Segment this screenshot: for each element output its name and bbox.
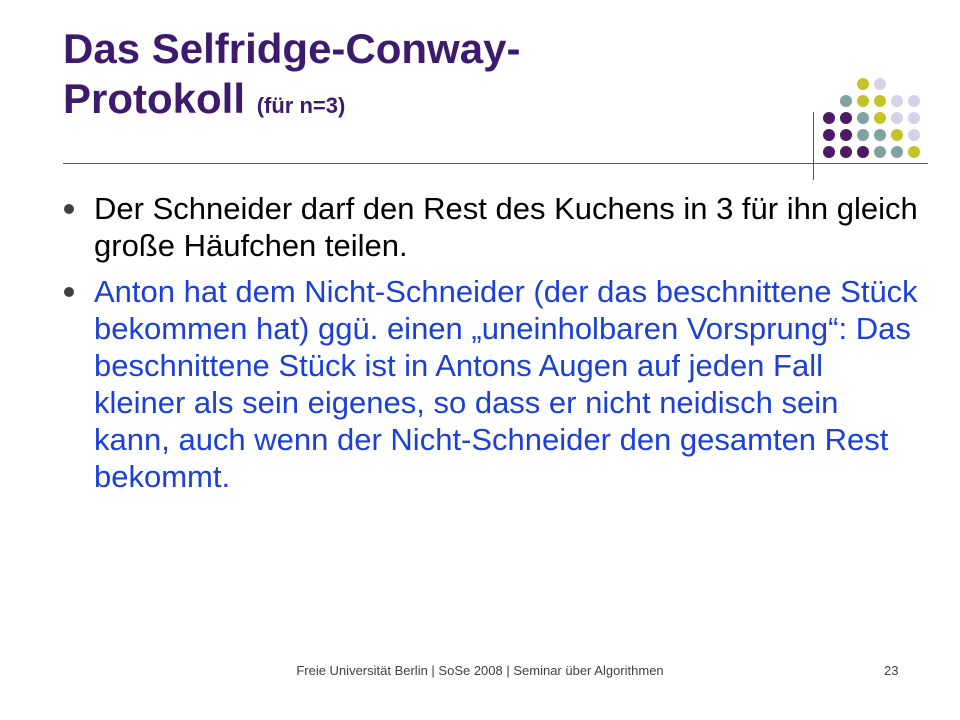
decorative-dot (908, 95, 920, 107)
decorative-dot (891, 112, 903, 124)
page-number: 23 (884, 663, 899, 678)
bullet-list (62, 190, 922, 504)
decorative-dot (874, 146, 886, 158)
decorative-dot (891, 146, 903, 158)
decorative-dot (840, 146, 852, 158)
decorative-dot (840, 95, 852, 107)
bullet-dot-icon (64, 287, 74, 297)
decorative-dot (857, 112, 869, 124)
slide-footer: Freie Universität Berlin | SoSe 2008 | Seminar über Algorithmen (296, 663, 664, 678)
decorative-dot (874, 95, 886, 107)
decorative-dot (857, 95, 869, 107)
decorative-dot (891, 95, 903, 107)
bullet-item-2 (62, 273, 922, 495)
title-suffix: (für n=3) (256, 93, 346, 118)
decorative-dot (908, 112, 920, 124)
decorative-dot (874, 78, 886, 90)
decorative-dot (823, 146, 835, 158)
decorative-dot (874, 129, 886, 141)
title-line-1: Das Selfridge-Conway- (63, 25, 521, 72)
decorative-dot (857, 146, 869, 158)
vertical-divider (813, 112, 814, 180)
decorative-dot (857, 129, 869, 141)
decorative-dot (891, 129, 903, 141)
decorative-dot (857, 78, 869, 90)
bullet-item-1 (62, 190, 922, 264)
decorative-dot (908, 129, 920, 141)
decorative-dot (823, 129, 835, 141)
bullet-text-1: Der Schneider darf den Rest des Kuchens in 3 für ihn gleich große Häufchen teilen. (94, 191, 918, 263)
decorative-dot (908, 146, 920, 158)
decorative-dot (823, 112, 835, 124)
horizontal-divider (63, 163, 928, 164)
bullet-dot-icon (64, 204, 74, 214)
bullet-text-2: Anton hat dem Nicht-Schneider (der das beschnittene Stück bekommen hat) ggü. einen „uneinholbaren Vorsprung“: Das beschnittene Stück ist in Antons Augen auf jeden Fall kleiner als sein eigenes, so dass er nicht neidisch sein kann, auch wenn der Nicht-Schneider den gesamten Rest bekommt. (94, 274, 918, 494)
title-line-2: Protokoll (63, 75, 246, 122)
decorative-dot (840, 112, 852, 124)
decorative-dot (874, 112, 886, 124)
decorative-dot (840, 129, 852, 141)
decorative-dot-grid (0, 0, 960, 200)
